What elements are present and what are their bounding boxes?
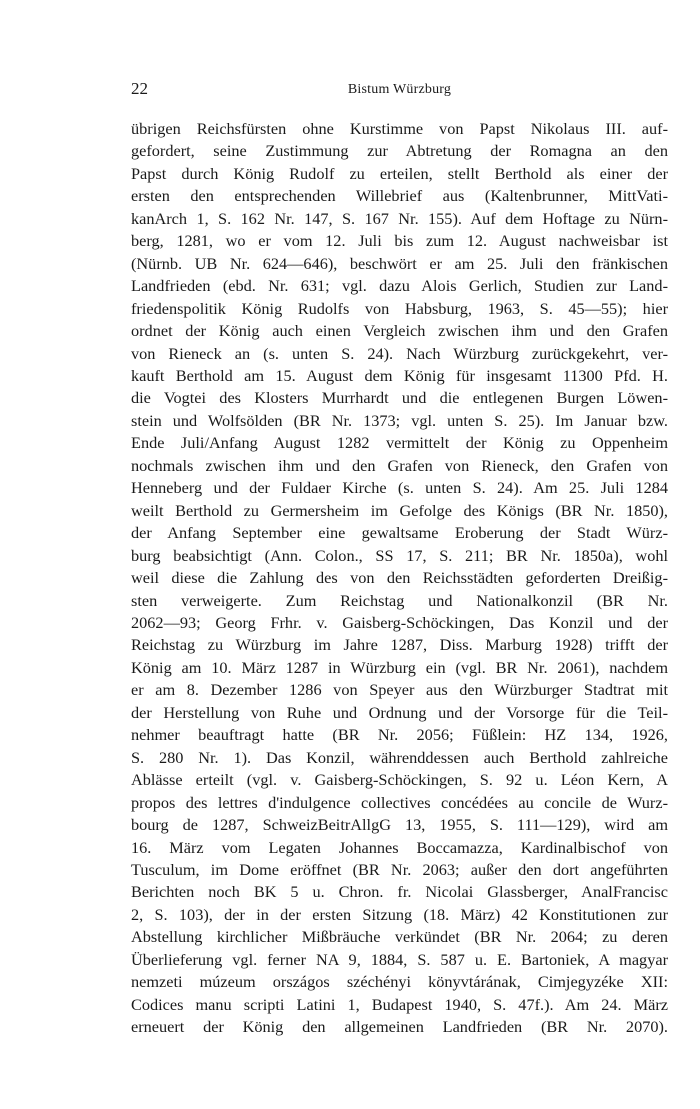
text-line: Tusculum, im Dome eröffnet (BR Nr. 2063; außer den dort angeführten: [131, 859, 668, 879]
text-line: ersten den entsprechenden Willebrief aus (Kaltenbrunner, MittVati-: [131, 186, 668, 206]
text-line: nemzeti múzeum országos széchényi könyvtárának, Cimjegyzéke XII:: [131, 972, 668, 992]
text-line: erneuert der König den allgemeinen Landfrieden (BR Nr. 2070).: [131, 1017, 668, 1037]
running-title: Bistum Würzburg: [347, 82, 452, 97]
text-line: burg beabsichtigt (Ann. Colon., SS 17, S. 211; BR Nr. 1850a), wohl: [131, 545, 668, 565]
text-line: Abstellung kirchlicher Mißbräuche verkündet (BR Nr. 2064; zu deren: [131, 927, 668, 947]
text-line: der Herstellung von Ruhe und Ordnung und der Vorsorge für die Teil-: [131, 702, 668, 722]
text-line: Ende Juli/Anfang August 1282 vermittelt der König zu Oppenheim: [131, 433, 668, 453]
text-line: Landfrieden (ebd. Nr. 631; vgl. dazu Alois Gerlich, Studien zur Land-: [131, 276, 668, 296]
text-line: weil diese die Zahlung des von den Reichsstädten geforderten Dreißig-: [131, 568, 668, 588]
text-line: Henneberg und der Fuldaer Kirche (s. unten S. 24). Am 25. Juli 1284: [131, 478, 668, 498]
text-line: kanArch 1, S. 162 Nr. 147, S. 167 Nr. 155). Auf dem Hoftage zu Nürn-: [131, 208, 668, 228]
body-paragraph: [131, 118, 668, 1039]
text-line: bourg de 1287, SchweizBeitrAllgG 13, 1955, S. 111—129), wird am: [131, 815, 668, 835]
text-line: Reichstag zu Würzburg im Jahre 1287, Diss. Marburg 1928) trifft der: [131, 635, 668, 655]
text-line: er am 8. Dezember 1286 von Speyer aus den Würzburger Stadtrat mit: [131, 680, 668, 700]
book-page: [131, 78, 668, 1039]
text-line: stein und Wolfsölden (BR Nr. 1373; vgl. unten S. 25). Im Januar bzw.: [131, 410, 668, 430]
text-line: 2062—93; Georg Frhr. v. Gaisberg-Schöckingen, Das Konzil und der: [131, 612, 668, 632]
text-line: von Rieneck an (s. unten S. 24). Nach Würzburg zurückgekehrt, ver-: [131, 343, 668, 363]
text-line: Codices manu scripti Latini 1, Budapest 1940, S. 47f.). Am 24. März: [131, 994, 668, 1014]
text-line: die Vogtei des Klosters Murrhardt und die entlegenen Burgen Löwen-: [131, 388, 668, 408]
text-line: übrigen Reichsfürsten ohne Kurstimme von Papst Nikolaus III. auf-: [131, 119, 668, 138]
text-line: S. 280 Nr. 1). Das Konzil, währenddessen auch Berthold zahlreiche: [131, 747, 668, 767]
text-line: berg, 1281, wo er vom 12. Juli bis zum 12. August nachweisbar ist: [131, 231, 668, 251]
text-line: König am 10. März 1287 in Würzburg ein (vgl. BR Nr. 2061), nachdem: [131, 657, 668, 677]
text-line: Ablässe erteilt (vgl. v. Gaisberg-Schöckingen, S. 92 u. Léon Kern, A: [131, 770, 668, 790]
text-line: friedenspolitik König Rudolfs von Habsburg, 1963, S. 45—55); hier: [131, 298, 668, 318]
text-line: propos des lettres d'indulgence collectives concédées au concile de Wurz-: [131, 792, 668, 812]
text-line: Berichten noch BK 5 u. Chron. fr. Nicolai Glassberger, AnalFrancisc: [131, 882, 668, 902]
text-line: sten verweigerte. Zum Reichstag und Nationalkonzil (BR Nr.: [131, 590, 668, 610]
text-line: der Anfang September eine gewaltsame Eroberung der Stadt Würz-: [131, 523, 668, 543]
text-line: nehmer beauftragt hatte (BR Nr. 2056; Füßlein: HZ 134, 1926,: [131, 725, 668, 745]
text-line: 2, S. 103), der in der ersten Sitzung (18. März) 42 Konstitutionen zur: [131, 904, 668, 924]
text-line: weilt Berthold zu Germersheim im Gefolge des Königs (BR Nr. 1850),: [131, 500, 668, 520]
text-line: gefordert, seine Zustimmung zur Abtretung der Romagna an den: [131, 141, 668, 161]
text-line: (Nürnb. UB Nr. 624—646), beschwört er am 25. Juli den fränkischen: [131, 253, 668, 273]
text-line: 16. März vom Legaten Johannes Boccamazza, Kardinalbischof von: [131, 837, 668, 857]
text-line: nochmals zwischen ihm und den Grafen von Rieneck, den Grafen von: [131, 455, 668, 475]
page-number: 22: [131, 79, 148, 98]
running-head: [131, 78, 668, 100]
text-line: Papst durch König Rudolf zu erteilen, stellt Berthold als einer der: [131, 163, 668, 183]
text-line: Überlieferung vgl. ferner NA 9, 1884, S. 587 u. E. Bartoniek, A magyar: [131, 949, 668, 969]
text-line: kauft Berthold am 15. August dem König für insgesamt 11300 Pfd. H.: [131, 365, 668, 385]
text-line: ordnet der König auch einen Vergleich zwischen ihm und den Grafen: [131, 321, 668, 341]
